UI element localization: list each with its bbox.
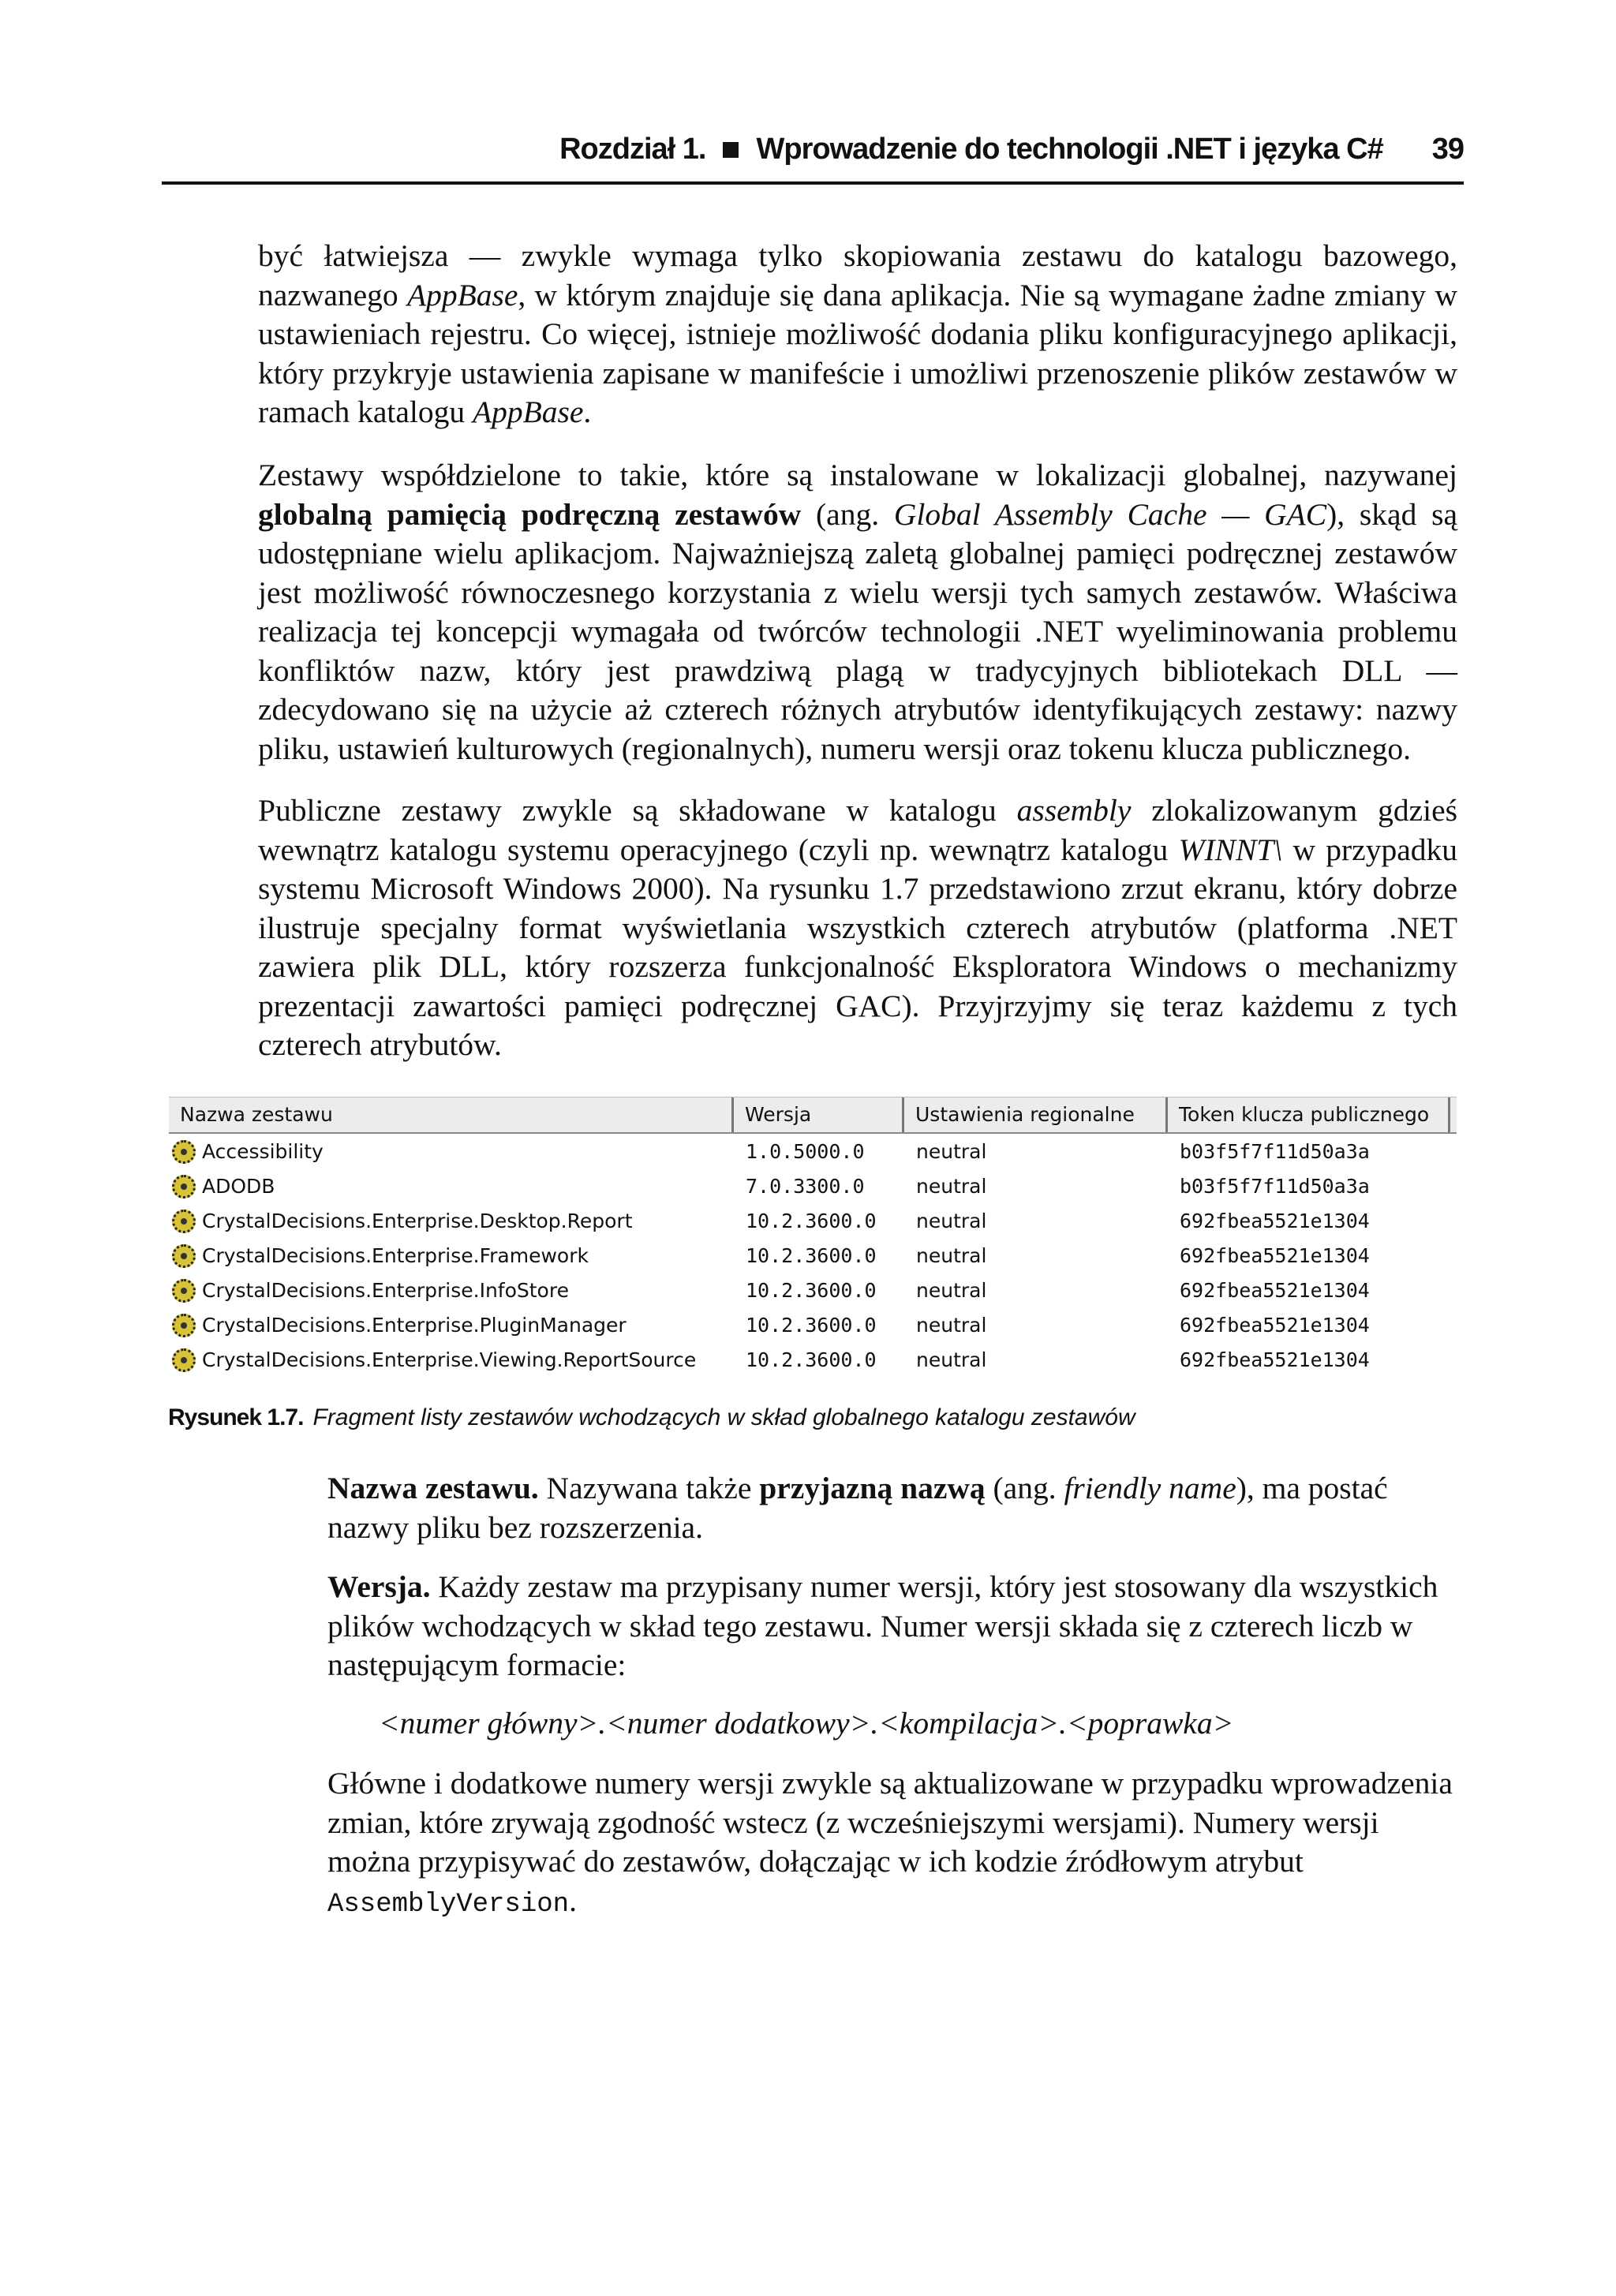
italic-term: assembly [1016, 793, 1132, 828]
text-run: Każdy zestaw ma przypisany numer wersji, który jest stosowany dla wszystkich plików wchodzących w skład tego zestawu. Numer wersji składa się z czterech liczb w następującym formacie: [327, 1569, 1438, 1682]
definition-term: Wersja. [327, 1569, 431, 1604]
assembly-token: b03f5f7f11d50a3a [1180, 1175, 1370, 1198]
assembly-culture: neutral [916, 1348, 987, 1371]
text-run: ), ma postać nazwy pliku bez rozszerzenia. [327, 1471, 1388, 1545]
definition-term: Nazwa zestawu. [327, 1471, 539, 1505]
figure-caption-text: Fragment listy zestawów wchodzących w skład globalnego katalogu zestawów [312, 1404, 1135, 1430]
assembly-culture: neutral [916, 1140, 987, 1163]
text-run: Nazywana także [538, 1471, 760, 1505]
assembly-name: CrystalDecisions.Enterprise.Desktop.Report [202, 1210, 633, 1232]
assembly-name: ADODB [202, 1175, 275, 1198]
text-run: Zestawy współdzielone to takie, które są instalowane w lokalizacji globalnej, nazywanej [258, 458, 1457, 492]
assembly-name: CrystalDecisions.Enterprise.InfoStore [202, 1279, 569, 1302]
assembly-culture: neutral [916, 1244, 987, 1267]
list-row[interactable] [169, 1273, 1457, 1308]
assembly-culture: neutral [916, 1279, 987, 1302]
code-attribute-name: AssemblyVersion [327, 1889, 570, 1920]
text-run: w przypadku systemu Microsoft Windows 2000). Na rysunku 1.7 przedstawiono zrzut ekranu, który dobrze ilustruje specjalny format wyświetlania wszystkich czterech atrybutów (platforma .NET zawiera plik DLL, który rozszerza funkcjonalność Eksploratora Windows o mechanizmy prezentacji zawartości pamięci podręcznej GAC). Przyjrzyjmy się teraz każdemu z tych czterech atrybutów. [258, 832, 1457, 1062]
list-row[interactable] [169, 1204, 1457, 1239]
assembly-token: 692fbea5521e1304 [1180, 1210, 1370, 1232]
text-run: (ang. [985, 1471, 1064, 1505]
italic-term: WINNT\ [1178, 832, 1283, 867]
paragraph-1 [258, 237, 1457, 432]
assembly-gear-icon [172, 1244, 196, 1268]
assembly-name: CrystalDecisions.Enterprise.Viewing.ReportSource [202, 1348, 697, 1371]
italic-term: friendly name [1064, 1471, 1236, 1505]
paragraph-3 [258, 791, 1457, 1065]
bold-term: globalną pamięcią podręczną zestawów [258, 496, 802, 532]
text-run: Główne i dodatkowe numery wersji zwykle są aktualizowane w przypadku wprowadzenia zmian, które zrywają zgodność wstecz (z wcześniejszymi wersjami). Numery wersji można przypisywać do zestawów, dołączając w ich kodzie źródłowym atrybut [327, 1766, 1453, 1879]
paragraph-version-details [327, 1764, 1456, 1924]
assembly-gear-icon [172, 1314, 196, 1337]
text-run: być łatwiejsza — zwykle wymaga tylko skopiowania zestawu do katalogu bazowego, nazwanego [258, 238, 1457, 312]
assembly-token: 692fbea5521e1304 [1180, 1244, 1370, 1267]
chapter-label: Rozdział 1. [559, 133, 706, 166]
assembly-version: 7.0.3300.0 [746, 1175, 865, 1198]
bold-term: przyjazną nazwą [759, 1471, 986, 1505]
list-row[interactable] [169, 1308, 1457, 1343]
assembly-gear-icon [172, 1210, 196, 1233]
paragraph-2 [258, 456, 1457, 768]
assembly-token: 692fbea5521e1304 [1180, 1279, 1370, 1302]
assembly-version: 1.0.5000.0 [746, 1140, 865, 1163]
assembly-version: 10.2.3600.0 [746, 1314, 877, 1337]
assembly-version: 10.2.3600.0 [746, 1244, 877, 1267]
text-run: (ang. [801, 496, 894, 532]
italic-term: AppBase [406, 277, 518, 312]
text-run: Publiczne zestawy zwykle są składowane w katalogu [258, 793, 1017, 828]
definition-version [327, 1568, 1456, 1685]
assembly-gear-icon [172, 1348, 196, 1372]
separator-square-icon [723, 142, 739, 158]
assembly-version: 10.2.3600.0 [746, 1210, 877, 1232]
column-header-token[interactable]: Token klucza publicznego [1168, 1098, 1450, 1132]
assembly-token: 692fbea5521e1304 [1180, 1348, 1370, 1371]
assembly-token: 692fbea5521e1304 [1180, 1314, 1370, 1337]
text-run: , w którym znajduje się dana aplikacja. Nie są wymagane żadne zmiany w ustawieniach rejestru. Co więcej, istnieje możliwość dodania pliku konfiguracyjnego aplikacji, który przykryje ustawienia zapisane w manifeście i umożliwi przenoszenie plików zestawów w ramach katalogu [258, 277, 1457, 429]
list-row[interactable] [169, 1169, 1457, 1204]
assembly-token: b03f5f7f11d50a3a [1180, 1140, 1370, 1163]
assembly-version: 10.2.3600.0 [746, 1279, 877, 1302]
assembly-culture: neutral [916, 1210, 987, 1232]
assembly-name: CrystalDecisions.Enterprise.PluginManager [202, 1314, 627, 1337]
list-row[interactable] [169, 1239, 1457, 1273]
text-run: zlokalizowanym gdzieś wewnątrz katalogu systemu operacyjnego (czyli np. wewnątrz katalogu [258, 793, 1457, 867]
assembly-name: CrystalDecisions.Enterprise.Framework [202, 1244, 589, 1267]
text-run: . [569, 1883, 577, 1918]
assembly-culture: neutral [916, 1314, 987, 1337]
list-row[interactable] [169, 1135, 1457, 1169]
assembly-version: 10.2.3600.0 [746, 1348, 877, 1371]
assembly-gear-icon [172, 1175, 196, 1198]
assembly-name: Accessibility [202, 1140, 324, 1163]
version-format-line: <numer główny>.<numer dodatkowy>.<kompilacja>.<poprawka> [379, 1706, 1234, 1741]
gac-assembly-list [169, 1097, 1457, 1382]
figure-label: Rysunek 1.7. [168, 1404, 304, 1430]
definition-assembly-name [327, 1469, 1456, 1547]
running-head [559, 133, 1464, 166]
page-number: 39 [1431, 133, 1464, 166]
column-header-name[interactable]: Nazwa zestawu [169, 1098, 734, 1132]
text-run: . [583, 395, 592, 429]
assembly-culture: neutral [916, 1175, 987, 1198]
figure-caption [168, 1404, 1135, 1431]
list-row[interactable] [169, 1343, 1457, 1378]
text-run: ), skąd są udostępniane wielu aplikacjom. Najważniejszą zaletą globalnej pamięci podręcznej zestawów jest możliwość równoczesnego korzystania z wielu wersji tych samych zestawów. Właściwa realizacja tej koncepcji wymagała od twórców technologii .NET wyeliminowania problemu konfliktów nazw, który jest prawdziwą plagą w tradycyjnych bibliotekach DLL — zdecydowano się na użycie aż czterech różnych atrybutów identyfikujących zestawy: nazwy pliku, ustawień kulturowych (regionalnych), numeru wersji oraz tokenu klucza publicznego. [258, 496, 1458, 766]
assembly-gear-icon [172, 1140, 196, 1164]
list-header [169, 1097, 1457, 1134]
column-header-culture[interactable]: Ustawienia regionalne [904, 1098, 1168, 1132]
page-header [162, 126, 1464, 185]
column-header-version[interactable]: Wersja [734, 1098, 904, 1132]
italic-term: Global Assembly Cache — GAC [893, 496, 1327, 532]
italic-term: AppBase [473, 395, 584, 429]
assembly-gear-icon [172, 1279, 196, 1303]
chapter-title: Wprowadzenie do technologii .NET i języka C# [756, 133, 1383, 166]
